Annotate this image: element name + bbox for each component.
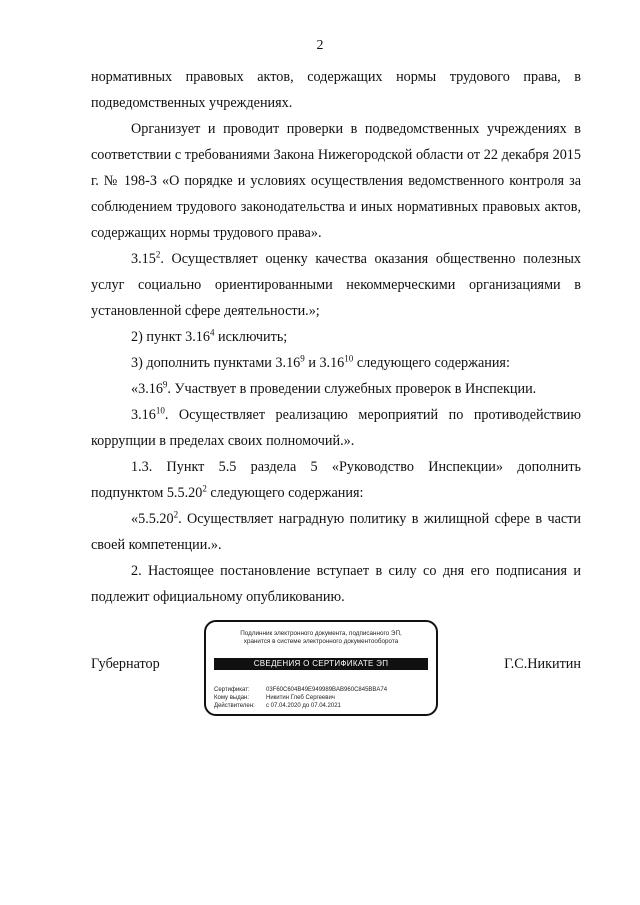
superscript: 2 — [202, 483, 207, 494]
text-fragment: «5.5.20 — [131, 511, 174, 527]
paragraph-1: нормативных правовых актов, содержащих нормы трудового права, в подведомственных учреждениях. — [91, 69, 581, 111]
validity-value: с 07.04.2020 до 07.04.2021 — [266, 703, 341, 709]
text-fragment: следующего содержания: — [206, 485, 364, 501]
paragraph-10: 2. Настоящее постановление вступает в силу со дня его подписания и подлежит официальному опубликованию. — [91, 563, 581, 605]
superscript: 9 — [162, 379, 168, 390]
paragraph-3 — [91, 246, 581, 324]
document-body — [91, 64, 581, 610]
paragraph-9 — [91, 506, 581, 558]
paragraph-4 — [91, 324, 581, 350]
superscript: 10 — [344, 353, 354, 364]
page-number: 2 — [316, 38, 324, 53]
stamp-details — [214, 686, 387, 710]
superscript: 4 — [209, 327, 215, 338]
stamp-note-line: хранится в системе электронного документооборота — [243, 638, 399, 645]
signatory-name: Г.С.Никитин — [504, 656, 581, 672]
validity-label: Действителен: — [214, 703, 255, 709]
text-fragment: исключить; — [214, 329, 288, 345]
superscript: 2 — [173, 509, 179, 520]
paragraph-5 — [91, 350, 581, 376]
validity-row — [214, 702, 387, 710]
text-fragment: 2) пункт 3.16 — [131, 329, 210, 345]
text-fragment: . Осуществляет реализацию мероприятий по противодействию коррупции в пределах своих полномочий.». — [91, 407, 581, 449]
superscript: 10 — [155, 405, 165, 416]
text-fragment: «3.16 — [131, 381, 163, 397]
paragraph-2: Организует и проводит проверки в подведомственных учреждениях в соответствии с требованиями Закона Нижегородской области от 22 декабря 2015 г. № 198-З «О порядке и условиях осуществления ведомственного контроля за соблюдением трудового законодательства и иных нормативных правовых актов, содержащих нормы трудового права». — [91, 121, 581, 241]
clause-number: 3.15 — [131, 251, 156, 267]
text-fragment: 3) дополнить пунктами 3.16 — [131, 355, 301, 371]
owner-value: Никитин Глеб Сергеевич — [266, 695, 335, 701]
text-fragment: 3.16 — [131, 407, 156, 423]
stamp-band: СВЕДЕНИЯ О СЕРТИФИКАТЕ ЭП — [214, 658, 428, 670]
paragraph-8 — [91, 454, 581, 506]
superscript: 2 — [155, 249, 161, 260]
clause-text: . Осуществляет оценку качества оказания общественно полезных услуг социально ориентированными некоммерческими организациями в установленной сфере деятельности.»; — [91, 251, 581, 319]
text-fragment: следующего содержания: — [353, 355, 510, 371]
signatory-title: Губернатор — [91, 656, 160, 672]
text-fragment: . Осуществляет наградную политику в жилищной сфере в части своей компетенции.». — [91, 511, 581, 553]
paragraph-7 — [91, 402, 581, 454]
owner-row — [214, 694, 387, 702]
certificate-value: 03F60C604B49E949989BAB960C845BBA74 — [266, 687, 388, 693]
text-fragment: 1.3. Пункт 5.5 раздела 5 «Руководство Инспекции» дополнить подпунктом 5.5.20 — [91, 459, 581, 501]
paragraph-6 — [91, 376, 581, 402]
certificate-row — [214, 686, 387, 694]
superscript: 9 — [300, 353, 305, 364]
text-fragment: и 3.16 — [304, 355, 345, 371]
owner-label: Кому выдан: — [214, 695, 250, 701]
text-fragment: . Участвует в проведении служебных проверок в Инспекции. — [167, 381, 537, 397]
certificate-label: Сертификат: — [214, 687, 250, 693]
stamp-note-line: Подлинник электронного документа, подписанного ЭП, — [240, 630, 402, 637]
stamp-note — [206, 630, 436, 646]
electronic-signature-stamp — [204, 620, 438, 716]
